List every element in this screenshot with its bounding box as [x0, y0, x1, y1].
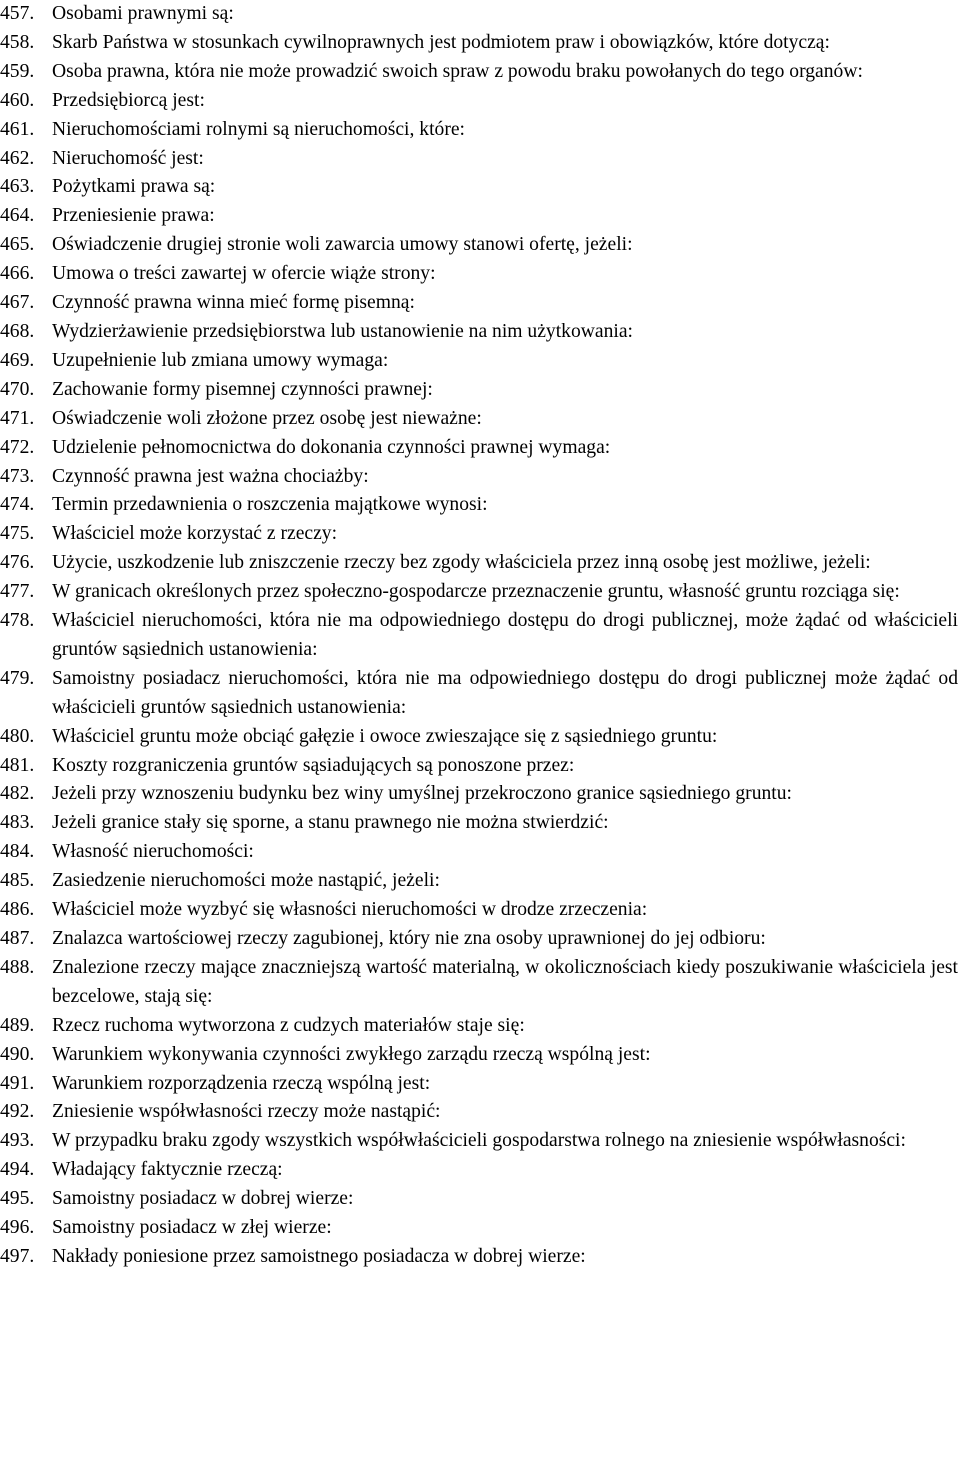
question-number: 474. — [0, 494, 35, 516]
question-item — [0, 925, 958, 954]
question-number: 483. — [0, 812, 35, 834]
question-item — [0, 780, 958, 809]
question-number: 468. — [0, 320, 35, 342]
question-text: Umowa o treści zawartej w ofercie wiąże strony: — [52, 263, 436, 285]
question-item — [0, 723, 958, 752]
question-item — [0, 752, 958, 781]
question-item — [0, 173, 958, 202]
question-number: 459. — [0, 60, 35, 82]
question-text: Nakłady poniesione przez samoistnego posiadacza w dobrej wierze: — [52, 1245, 586, 1267]
question-item — [0, 954, 958, 1012]
question-item — [0, 202, 958, 231]
question-number: 487. — [0, 928, 35, 949]
question-item — [0, 578, 958, 607]
question-item — [0, 347, 958, 376]
question-number: 476. — [0, 552, 35, 574]
question-item — [0, 1070, 958, 1099]
question-text: Samoistny posiadacz w dobrej wierze: — [52, 1188, 354, 1210]
question-text: Warunkiem wykonywania czynności zwykłego zarządu rzeczą wspólną jest: — [52, 1043, 651, 1065]
question-number: 482. — [0, 783, 35, 805]
question-item — [0, 1185, 958, 1214]
question-number: 495. — [0, 1188, 35, 1210]
question-text: Jeżeli granice stały się sporne, a stanu prawnego nie można stwierdzić: — [52, 812, 609, 834]
question-number: 496. — [0, 1217, 35, 1239]
question-item — [0, 1012, 958, 1041]
question-item — [0, 58, 958, 87]
question-item — [0, 405, 958, 434]
question-number: 472. — [0, 436, 35, 458]
question-text: Właściciel nieruchomości, która nie ma odpowiedniego dostępu do drogi publicznej, może żądać od właścicieli gruntów sąsiednich ustanowienia: — [52, 610, 958, 660]
question-number: 480. — [0, 725, 35, 747]
question-number: 497. — [0, 1245, 35, 1267]
question-number: 493. — [0, 1130, 35, 1152]
question-number: 466. — [0, 263, 35, 285]
question-item — [0, 809, 958, 838]
question-number: 471. — [0, 407, 35, 429]
question-item — [0, 665, 958, 723]
question-text: Czynność prawna jest ważna chociażby: — [52, 465, 369, 487]
question-item — [0, 260, 958, 289]
question-text: Osoba prawna, która nie może prowadzić swoich spraw z powodu braku powołanych do tego organów: — [52, 60, 863, 82]
question-text: Nieruchomość jest: — [52, 147, 204, 169]
question-number: 460. — [0, 89, 35, 111]
question-item — [0, 1156, 958, 1185]
question-text: Przedsiębiorcą jest: — [52, 89, 205, 111]
question-item — [0, 867, 958, 896]
question-item — [0, 491, 958, 520]
question-text: W przypadku braku zgody wszystkich współwłaścicieli gospodarstwa rolnego na zniesienie współwłasności: — [52, 1130, 906, 1152]
question-text: Samoistny posiadacz w złej wierze: — [52, 1217, 332, 1239]
question-number: 490. — [0, 1043, 35, 1065]
question-text: Wydzierżawienie przedsiębiorstwa lub ustanowienie na nim użytkowania: — [52, 320, 633, 342]
question-number: 489. — [0, 1014, 35, 1036]
question-number: 481. — [0, 754, 35, 776]
question-item — [0, 463, 958, 492]
question-text: Samoistny posiadacz nieruchomości, która nie ma odpowiedniego dostępu do drogi publicznej może żądać od właścicieli gruntów sąsiednich ustanowienia: — [52, 667, 958, 718]
question-item — [0, 29, 958, 58]
question-number: 486. — [0, 899, 35, 921]
question-text: Rzecz ruchoma wytworzona z cudzych materiałów staje się: — [52, 1014, 525, 1036]
question-text: Pożytkami prawa są: — [52, 176, 216, 198]
question-text: Osobami prawnymi są: — [52, 3, 234, 24]
question-text: Udzielenie pełnomocnictwa do dokonania czynności prawnej wymaga: — [52, 436, 611, 458]
question-text: Przeniesienie prawa: — [52, 205, 215, 227]
question-number: 462. — [0, 147, 35, 169]
question-item — [0, 1127, 958, 1156]
question-text: Skarb Państwa w stosunkach cywilnoprawnych jest podmiotem praw i obowiązków, które dotyczą: — [52, 31, 830, 53]
question-item — [0, 434, 958, 463]
question-number: 464. — [0, 205, 35, 227]
question-text: Zasiedzenie nieruchomości może nastąpić, jeżeli: — [52, 870, 440, 892]
question-item — [0, 0, 958, 29]
question-item — [0, 376, 958, 405]
question-text: Użycie, uszkodzenie lub zniszczenie rzeczy bez zgody właściciela przez inną osobę jest możliwe, jeżeli: — [52, 552, 871, 574]
question-number: 477. — [0, 581, 35, 603]
question-number: 479. — [0, 667, 35, 689]
question-text: W granicach określonych przez społeczno-gospodarcze przeznaczenie gruntu, własność gruntu rozciąga się: — [52, 581, 900, 603]
question-number: 469. — [0, 349, 35, 371]
question-number: 494. — [0, 1159, 35, 1181]
question-number: 484. — [0, 841, 35, 863]
question-number: 463. — [0, 176, 35, 198]
question-text: Nieruchomościami rolnymi są nieruchomości, które: — [52, 118, 465, 140]
question-text: Władający faktycznie rzeczą: — [52, 1159, 283, 1181]
question-text: Znalezione rzeczy mające znaczniejszą wartość materialną, w okolicznościach kiedy poszukiwanie właściciela jest bezcelowe, stają się: — [52, 956, 958, 1007]
question-number: 467. — [0, 292, 35, 314]
question-text: Własność nieruchomości: — [52, 841, 254, 863]
question-text: Właściciel gruntu może obciąć gałęzie i owoce zwieszające się z sąsiedniego gruntu: — [52, 725, 718, 747]
question-text: Koszty rozgraniczenia gruntów sąsiadujących są ponoszone przez: — [52, 754, 575, 776]
question-item — [0, 607, 958, 665]
question-item — [0, 87, 958, 116]
question-item — [0, 838, 958, 867]
question-text: Właściciel może korzystać z rzeczy: — [52, 523, 338, 545]
question-number: 488. — [0, 956, 35, 978]
question-number: 473. — [0, 465, 35, 487]
question-item — [0, 520, 958, 549]
question-number: 461. — [0, 118, 35, 140]
question-text: Znalazca wartościowej rzeczy zagubionej, który nie zna osoby uprawnionej do jej odbioru: — [52, 928, 766, 949]
question-number: 457. — [0, 3, 35, 24]
question-text: Jeżeli przy wznoszeniu budynku bez winy umyślnej przekroczono granice sąsiedniego gruntu: — [52, 783, 792, 805]
question-number: 470. — [0, 378, 35, 400]
question-item — [0, 896, 958, 925]
question-text: Termin przedawnienia o roszczenia majątkowe wynosi: — [52, 494, 488, 516]
question-text: Zniesienie współwłasności rzeczy może nastąpić: — [52, 1101, 441, 1123]
question-number: 458. — [0, 31, 35, 53]
question-number: 475. — [0, 523, 35, 545]
question-item — [0, 116, 958, 145]
question-text: Oświadczenie woli złożone przez osobę jest nieważne: — [52, 407, 482, 429]
question-item — [0, 1214, 958, 1243]
question-item — [0, 318, 958, 347]
question-item — [0, 145, 958, 174]
question-text: Uzupełnienie lub zmiana umowy wymaga: — [52, 349, 389, 371]
question-text: Zachowanie formy pisemnej czynności prawnej: — [52, 378, 433, 400]
question-text: Czynność prawna winna mieć formę pisemną: — [52, 292, 415, 314]
question-number: 485. — [0, 870, 35, 892]
question-item — [0, 1243, 958, 1272]
question-item — [0, 1098, 958, 1127]
question-number: 491. — [0, 1072, 35, 1094]
question-item — [0, 549, 958, 578]
question-text: Warunkiem rozporządzenia rzeczą wspólną jest: — [52, 1072, 431, 1094]
question-item — [0, 231, 958, 260]
question-item — [0, 289, 958, 318]
question-item — [0, 1041, 958, 1070]
question-text: Właściciel może wyzbyć się własności nieruchomości w drodze zrzeczenia: — [52, 899, 648, 921]
question-number: 478. — [0, 610, 35, 632]
question-number: 465. — [0, 234, 35, 256]
question-number: 492. — [0, 1101, 35, 1123]
question-text: Oświadczenie drugiej stronie woli zawarcia umowy stanowi ofertę, jeżeli: — [52, 234, 633, 256]
